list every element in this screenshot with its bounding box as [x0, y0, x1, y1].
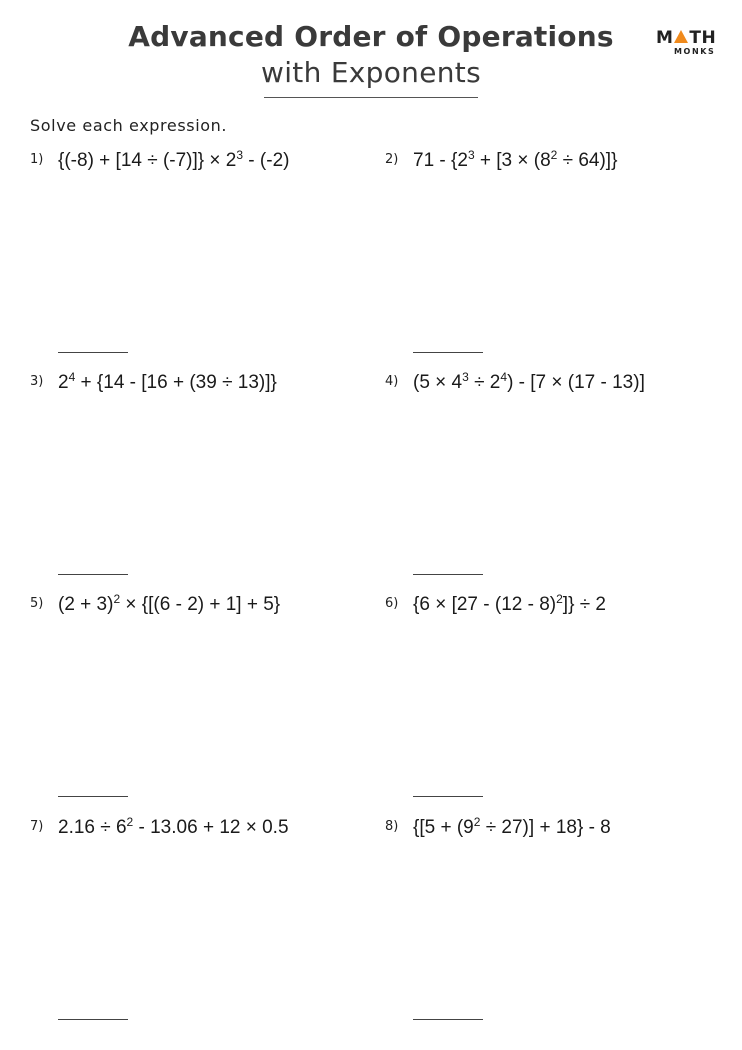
logo-subtext: MONKS [674, 47, 716, 56]
page-title: Advanced Order of Operations [128, 20, 614, 53]
problem-number: 1) [30, 152, 44, 167]
problem-expression [413, 594, 606, 616]
exponent: 4 [68, 370, 76, 384]
problem-number: 4) [385, 374, 399, 389]
exponent: 3 [467, 148, 475, 162]
exponent: 3 [236, 148, 244, 162]
answer-line [58, 796, 128, 797]
problem-expression [413, 372, 645, 394]
problem-number: 5) [30, 596, 44, 611]
exponent: 2 [550, 148, 558, 162]
subtitle-underline [264, 97, 478, 98]
answer-line [413, 574, 483, 575]
answer-line [413, 1019, 483, 1020]
math-monks-logo [656, 28, 720, 60]
expression-text: 71 - {2 [413, 150, 468, 171]
exponent: 2 [473, 815, 481, 829]
expression-text: (5 × 4 [413, 372, 463, 393]
logo-letters-th: TH [689, 28, 717, 48]
problem-expression [58, 150, 289, 172]
answer-line [58, 352, 128, 353]
problem-number: 7) [30, 819, 44, 834]
logo-letter-m: M [656, 28, 674, 48]
expression-text: ÷ 2 [468, 372, 501, 393]
expression-text: + {14 - [16 + (39 ÷ 13)]} [75, 372, 277, 393]
expression-text: + [3 × (8 [474, 150, 551, 171]
answer-line [413, 352, 483, 353]
triangle-icon [674, 30, 688, 43]
expression-text: {(-8) + [14 ÷ (-7)]} × 2 [58, 150, 237, 171]
exponent: 4 [500, 370, 508, 384]
problem-expression [58, 594, 280, 616]
expression-text: 2 [58, 372, 69, 393]
expression-text: ) - [7 × (17 - 13)] [507, 372, 645, 393]
page-subtitle: with Exponents [261, 56, 481, 89]
expression-text: 2.16 ÷ 6 [58, 817, 127, 838]
expression-text: {6 × [27 - (12 - 8) [413, 594, 557, 615]
problem-number: 8) [385, 819, 399, 834]
logo-wordmark [656, 28, 716, 48]
exponent: 2 [126, 815, 134, 829]
exponent: 3 [462, 370, 469, 384]
problem-number: 3) [30, 374, 44, 389]
expression-text: (2 + 3) [58, 594, 114, 615]
answer-line [58, 1019, 128, 1020]
expression-text: - 13.06 + 12 × 0.5 [133, 817, 289, 838]
answer-line [413, 796, 483, 797]
problem-number: 6) [385, 596, 399, 611]
expression-text: ÷ 64)]} [557, 150, 618, 171]
expression-text: × {[(6 - 2) + 1] + 5} [120, 594, 281, 615]
exponent: 2 [556, 592, 563, 606]
exponent: 2 [113, 592, 121, 606]
problem-expression [58, 372, 277, 394]
problem-expression [413, 817, 611, 839]
instructions: Solve each expression. [30, 116, 228, 135]
expression-text: ÷ 27)] + 18} - 8 [480, 817, 611, 838]
problem-expression [413, 150, 617, 172]
expression-text: ]} ÷ 2 [562, 594, 606, 615]
problem-number: 2) [385, 152, 399, 167]
problem-expression [58, 817, 289, 839]
answer-line [58, 574, 128, 575]
expression-text: {[5 + (9 [413, 817, 474, 838]
expression-text: - (-2) [243, 150, 290, 171]
